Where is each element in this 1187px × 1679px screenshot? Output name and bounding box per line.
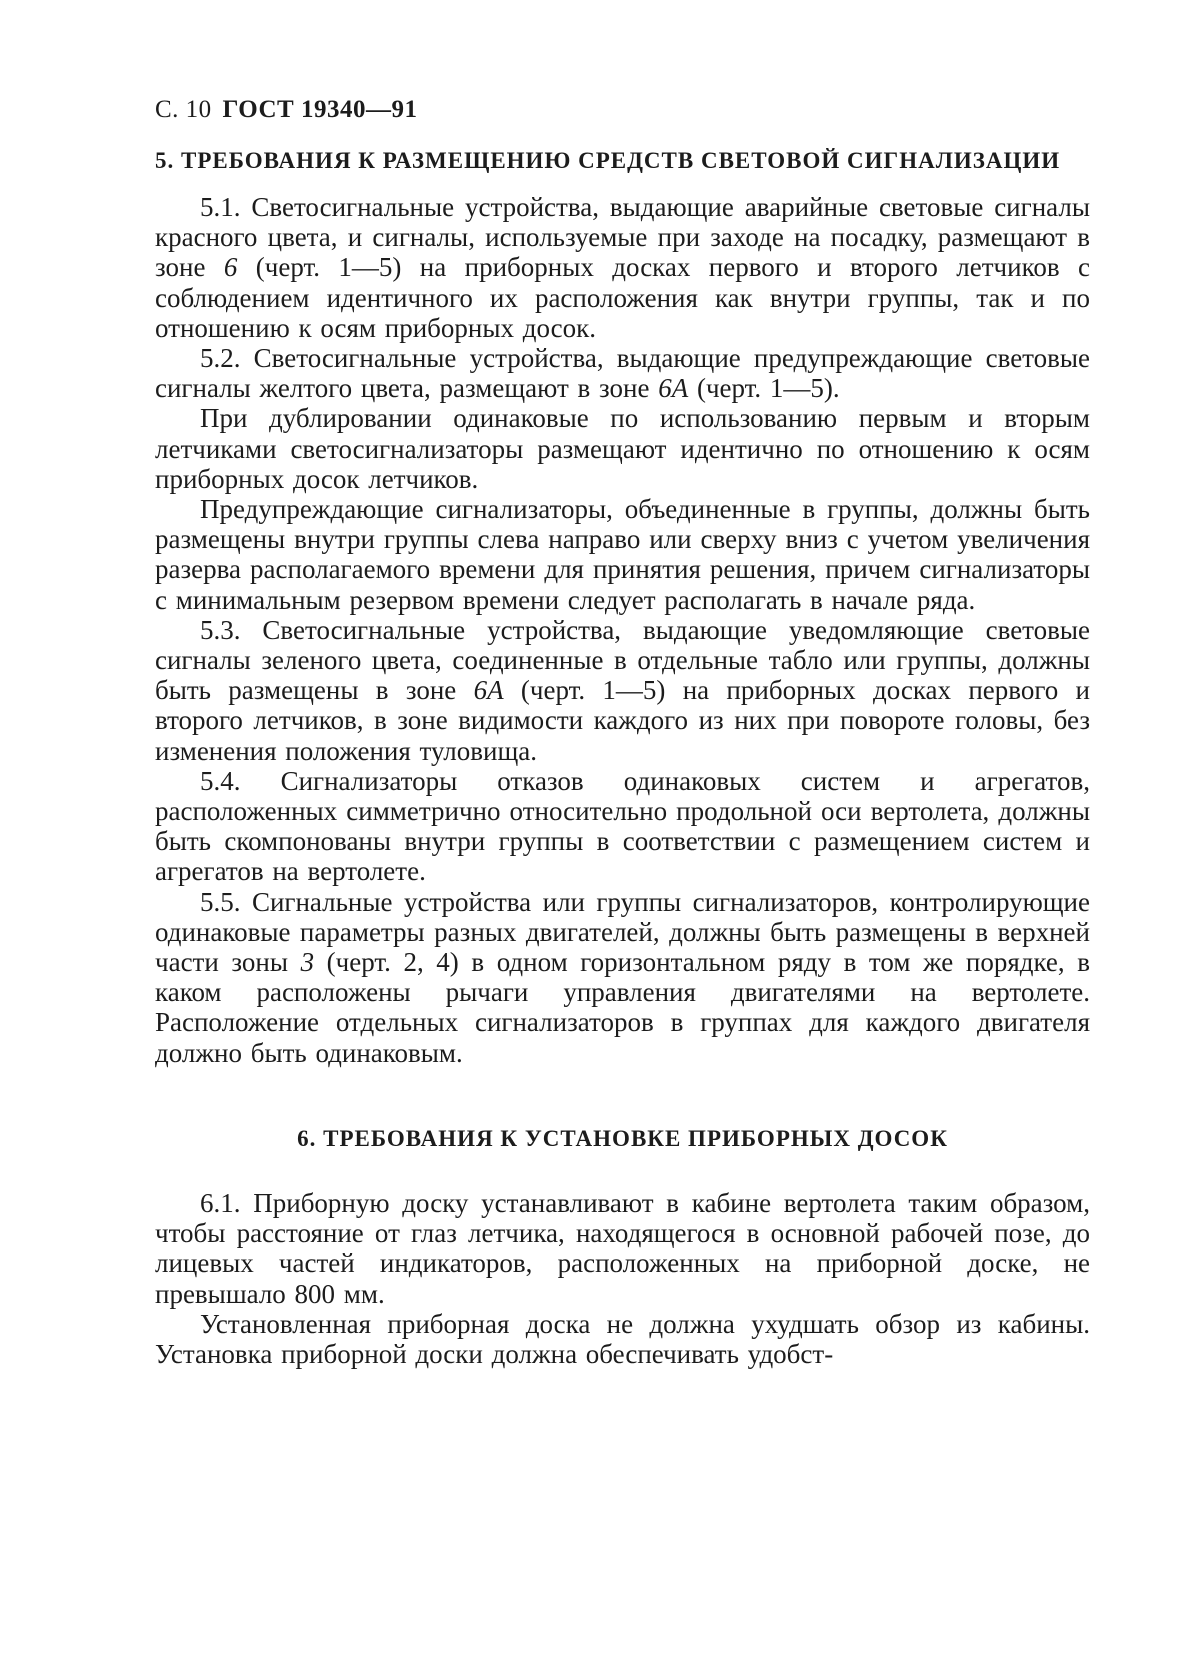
paragraph-5-2-warning-groups: Предупреждающие сигнализаторы, объединенные в группы, должны быть размещены внутри группы слева направо или сверху вниз с учетом увеличения разерва располагаемого времени для принятия решения, причем сигнализаторы с минимальным резервом времени следует располагать в начале ряда. — [155, 494, 1090, 615]
page-number: С. 10 — [155, 96, 212, 123]
paragraph-5-3: 5.3. Светосигнальные устройства, выдающие уведомляющие световые сигналы зеленого цвета, соединенные в отдельные табло или группы, должны быть размещены в зоне 6А (черт. 1—5) на приборных досках первого и второго летчиков, в зоне видимости каждого из них при повороте головы, без изменения положения туловища. — [155, 614, 1090, 766]
paragraph-5-5: 5.5. Сигнальные устройства или группы сигнализаторов, контролирующие одинаковые параметры разных двигателей, должны быть размещены в верхней части зоны 3 (черт. 2, 4) в одном горизонтальном ряду в том же порядке, в каком расположены рычаги управления двигателями на вертолете. Расположение отдельных сигнализаторов в группах для каждого двигателя должно быть одинаковым. — [155, 886, 1090, 1068]
paragraph-5-4: 5.4. Сигнализаторы отказов одинаковых систем и агрегатов, расположенных симметрично относительно продольной оси вертолета, должны быть скомпонованы внутри группы в соответствии с размещением систем и агрегатов на вертолете. — [155, 765, 1090, 887]
paragraph-5-2-duplication: При дублировании одинаковые по использованию первым и вторым летчиками светосигнализаторы размещают идентично по отношению к осям приборных досок летчиков. — [155, 403, 1090, 494]
zone-number: 6 — [223, 252, 238, 283]
document-page — [155, 96, 1090, 1369]
paragraph-5-2: 5.2. Светосигнальные устройства, выдающие предупреждающие световые сигналы желтого цвета, размещают в зоне 6А (черт. 1—5). — [155, 343, 1090, 404]
paragraph-6-1-view: Установленная приборная доска не должна ухудшать обзор из кабины. Установка приборной доски должна обеспечивать удобст- — [155, 1308, 1090, 1369]
zone-number: 6А — [473, 675, 504, 706]
zone-number: 3 — [300, 947, 315, 978]
standard-number: ГОСТ 19340—91 — [222, 96, 418, 123]
section-5-title: 5. ТРЕБОВАНИЯ К РАЗМЕЩЕНИЮ СРЕДСТВ СВЕТОВОЙ СИГНАЛИЗАЦИИ — [155, 148, 1061, 173]
zone-number: 6А — [658, 373, 689, 404]
paragraph-5-1: 5.1. Светосигнальные устройства, выдающие аварийные световые сигналы красного цвета, и сигналы, используемые при заходе на посадку, размещают в зоне 6 (черт. 1—5) на приборных досках первого и второго летчиков с соблюдением идентичного их расположения как внутри группы, так и по отношению к осям приборных досок. — [155, 192, 1090, 343]
paragraph-6-1: 6.1. Приборную доску устанавливают в кабине вертолета таким образом, чтобы расстояние от глаз летчика, находящегося в основной рабочей позе, до лицевых частей индикаторов, расположенных на приборной доске, не превышало 800 мм. — [155, 1187, 1090, 1309]
page-header — [155, 96, 1090, 124]
section-6-title: 6. ТРЕБОВАНИЯ К УСТАНОВКЕ ПРИБОРНЫХ ДОСОК — [297, 1125, 948, 1151]
